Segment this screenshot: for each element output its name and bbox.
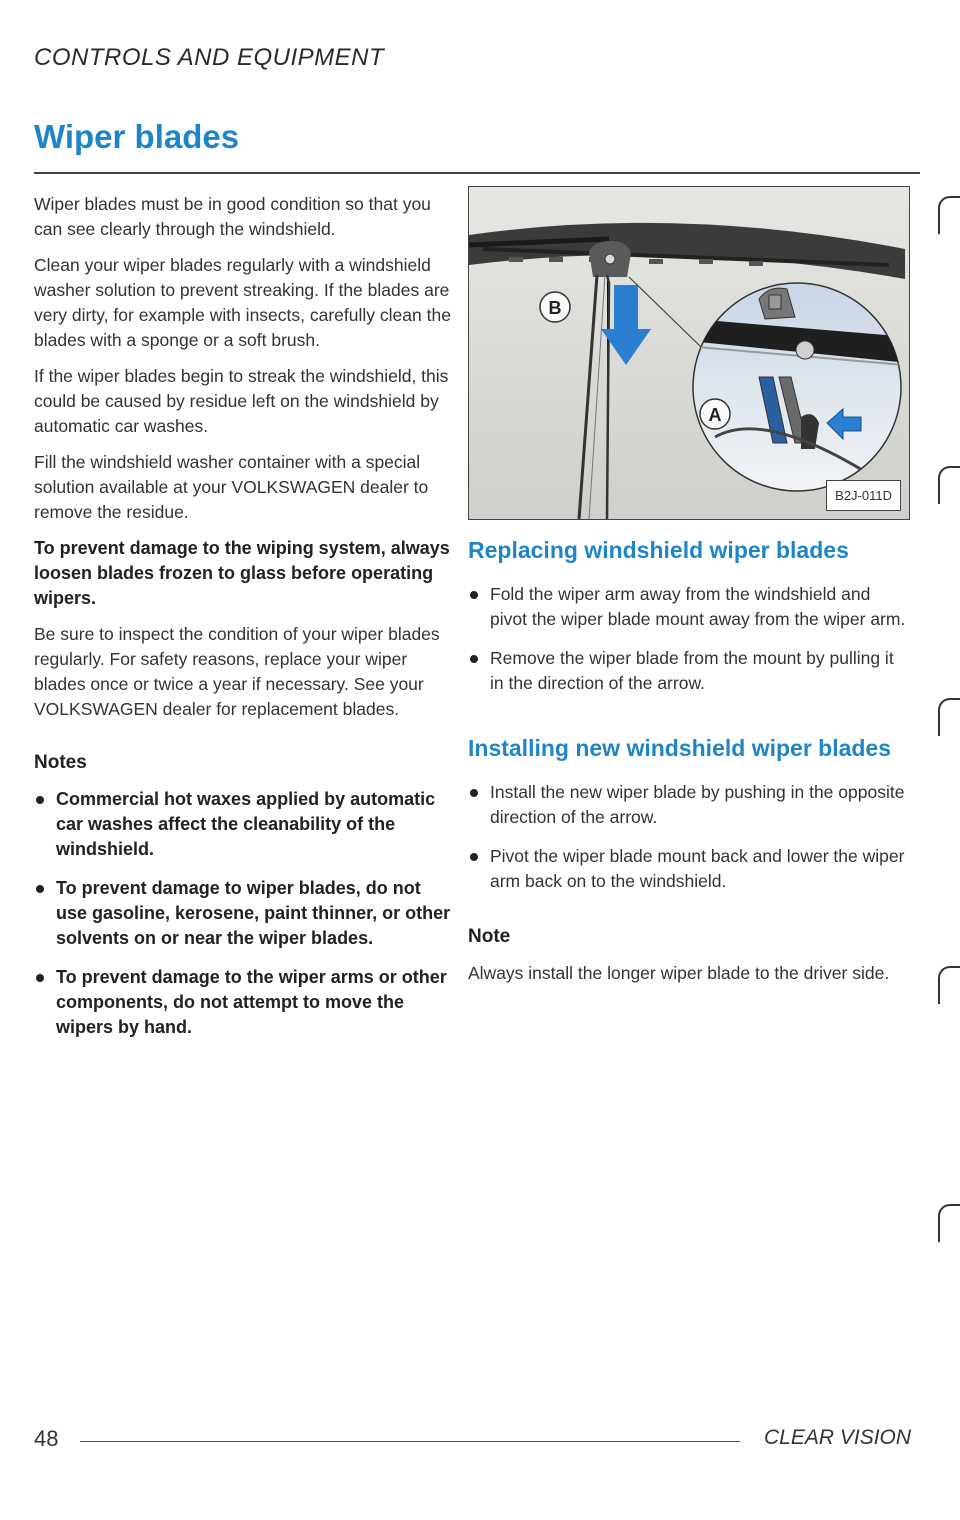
page-number: 48 <box>34 1426 59 1451</box>
installing-step <box>468 844 908 894</box>
replacing-step <box>468 582 908 632</box>
intro-paragraph-1: Wiper blades must be in good condition so that you can see clearly through the windshield. <box>34 194 431 239</box>
page-edge-tab <box>938 1204 960 1242</box>
note-text: Commercial hot waxes applied by automatic car washes affect the cleanability of the windshield. <box>56 789 436 859</box>
page-edge-tab <box>938 966 960 1004</box>
step-text: Remove the wiper blade from the mount by pulling it in the direction of the arrow. <box>490 648 894 693</box>
figure-code: B2J-011D <box>826 480 901 511</box>
step-text: Fold the wiper arm away from the windshield and pivot the wiper blade mount away from the wiper arm. <box>490 584 906 629</box>
page-edge-tab <box>938 698 960 736</box>
replacing-heading: Replacing windshield wiper blades <box>468 537 849 563</box>
step-text: Install the new wiper blade by pushing in the opposite direction of the arrow. <box>490 782 905 827</box>
wiper-blade-illustration <box>468 186 910 520</box>
note-text: To prevent damage to wiper blades, do not use gasoline, kerosene, paint thinner, or other solvents on or near the wiper blades. <box>56 878 451 948</box>
note-item <box>34 787 454 862</box>
note-heading: Note <box>468 926 511 947</box>
replacing-step <box>468 646 908 696</box>
page-edge-tab <box>938 466 960 504</box>
note-text: To prevent damage to the wiper arms or other components, do not attempt to move the wipers by hand. <box>56 967 447 1037</box>
section-header: CONTROLS AND EQUIPMENT <box>34 44 385 71</box>
page-edge-tab <box>938 196 960 234</box>
title-divider <box>34 172 920 174</box>
page-title: Wiper blades <box>34 118 240 155</box>
label-b: B <box>548 298 562 318</box>
right-column <box>468 186 908 997</box>
footer-brand: CLEAR VISION <box>764 1426 912 1449</box>
label-a: A <box>708 405 722 425</box>
bullet-icon <box>36 796 44 804</box>
bullet-icon <box>470 655 478 663</box>
bullet-icon <box>470 591 478 599</box>
notes-list <box>34 787 454 1040</box>
wiper-illustration-drawing <box>469 187 909 519</box>
replacing-steps <box>468 582 908 696</box>
installing-steps <box>468 780 908 894</box>
step-text: Pivot the wiper blade mount back and lower the wiper arm back on to the windshield. <box>490 846 905 891</box>
notes-heading: Notes <box>34 752 87 773</box>
frozen-blades-warning: To prevent damage to the wiping system, always loosen blades frozen to glass before operating wipers. <box>34 538 450 608</box>
left-column <box>34 192 454 1054</box>
installing-heading: Installing new windshield wiper blades <box>468 735 892 761</box>
intro-paragraph-4: Fill the windshield washer container with a special solution available at your VOLKSWAGEN dealer to remove the residue. <box>34 452 429 522</box>
installing-step <box>468 780 908 830</box>
note-item <box>34 965 454 1040</box>
bullet-icon <box>36 885 44 893</box>
bullet-icon <box>36 974 44 982</box>
bullet-icon <box>470 853 478 861</box>
intro-paragraph-3: If the wiper blades begin to streak the windshield, this could be caused by residue left on the windshield by automatic car washes. <box>34 366 449 436</box>
note-item <box>34 876 454 951</box>
bullet-icon <box>470 789 478 797</box>
note-text: Always install the longer wiper blade to the driver side. <box>468 963 890 983</box>
intro-paragraph-2: Clean your wiper blades regularly with a windshield washer solution to prevent streaking. If the blades are very dirty, for example with insects, carefully clean the blades with a sponge or a soft brush. <box>34 255 451 350</box>
inspection-paragraph: Be sure to inspect the condition of your wiper blades regularly. For safety reasons, replace your wiper blades once or twice a year if necessary. See your VOLKSWAGEN dealer for replacement blades. <box>34 624 440 719</box>
footer-divider <box>80 1441 740 1442</box>
